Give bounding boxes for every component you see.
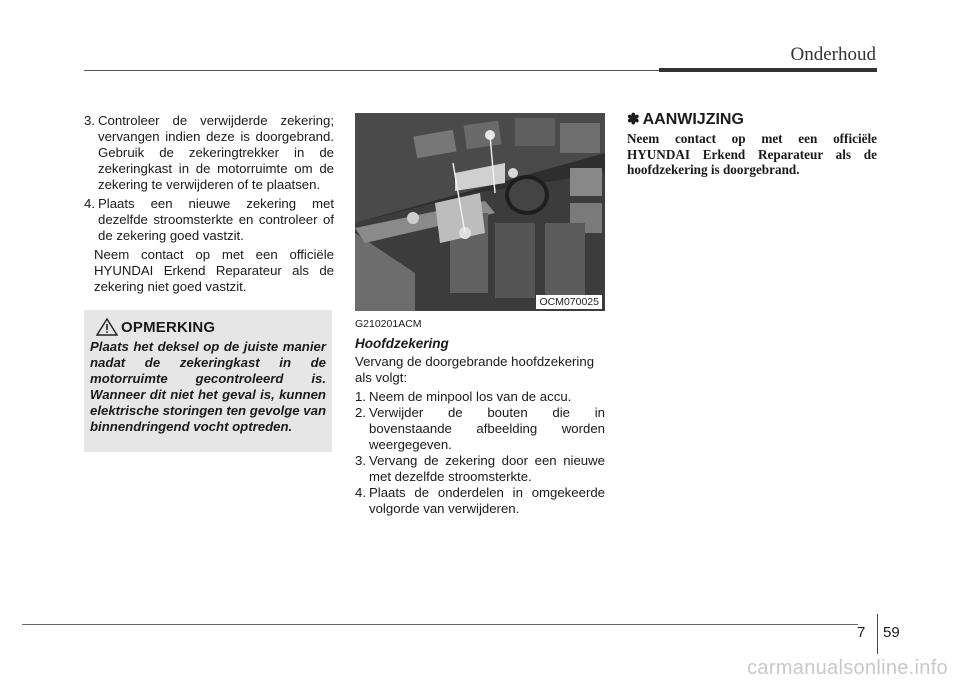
- step-number: 4.: [84, 196, 95, 211]
- step-text: Plaats een nieuwe zekering met dezelfde stroomsterkte en controleer of de zekering goed vastzit.: [98, 196, 334, 243]
- page-number: 59: [883, 624, 900, 641]
- step-item: [355, 405, 605, 453]
- contact-paragraph: Neem contact op met een officiële HYUNDAI Erkend Reparateur als de zekering niet goed vastzit.: [94, 247, 334, 294]
- right-column: [627, 112, 877, 178]
- step-number: 1.: [355, 389, 366, 404]
- step-text: Vervang de zekering door een nieuwe met dezelfde stroomsterkte.: [369, 453, 605, 484]
- step-number: 3.: [84, 113, 95, 128]
- notice-title: OPMERKING: [121, 318, 216, 336]
- hint-text: Neem contact op met een officiële HYUNDAI Erkend Reparateur als de hoofdzekering is doorgebrand.: [627, 131, 877, 177]
- notice-text: Plaats het deksel op de juiste manier nadat de zekeringkast in de motorruimte gecontroleerd is. Wanneer dit niet het geval is, kunnen elektrische storingen ten gevolge van binnendringend vocht optreden.: [90, 339, 326, 434]
- hint-header: [627, 112, 877, 128]
- left-column: [84, 113, 334, 295]
- step-item: [84, 196, 334, 244]
- step-number: 2.: [355, 405, 366, 420]
- step-item: [355, 453, 605, 485]
- fuse-box-photo: [355, 113, 605, 311]
- chapter-number: 7: [857, 624, 866, 641]
- intro-text: Vervang de doorgebrande hoofdzekering als volgt:: [355, 354, 595, 385]
- page-header-title: Onderhoud: [790, 44, 876, 65]
- section-subheading: Hoofdzekering: [355, 336, 449, 351]
- photo-code: OCM070025: [536, 295, 602, 309]
- header-rule-accent: [659, 68, 877, 72]
- step-item: [355, 389, 605, 405]
- step-text: Neem de minpool los van de accu.: [369, 389, 572, 404]
- warning-triangle-icon: [96, 318, 118, 336]
- step-text: Plaats de onderdelen in omgekeerde volgorde van verwijderen.: [369, 485, 605, 516]
- footer-rule: [22, 624, 858, 625]
- document-code: G210201ACM: [355, 318, 422, 330]
- step-number: 4.: [355, 485, 366, 500]
- watermark-text: carmanualsonline.info: [747, 657, 948, 679]
- engine-fuse-box-image: [355, 113, 605, 311]
- middle-column: [355, 316, 605, 517]
- step-text: Verwijder de bouten die in bovenstaande afbeelding worden weergegeven.: [369, 405, 605, 452]
- footer-divider: [877, 614, 878, 654]
- notice-box: [84, 310, 332, 452]
- hint-title: AANWIJZING: [642, 111, 744, 128]
- header-rule: [84, 70, 659, 71]
- step-item: [355, 485, 605, 517]
- step-text: Controleer de verwijderde zekering; vervangen indien deze is doorgebrand. Gebruik de zekeringtrekker in de zekeringkast in de motorruimte om de zekering te verwijderen of te plaatsen.: [98, 113, 334, 192]
- step-item: [84, 113, 334, 193]
- asterisk-icon: ✽: [627, 111, 640, 128]
- notice-header: [96, 318, 326, 336]
- step-number: 3.: [355, 453, 366, 468]
